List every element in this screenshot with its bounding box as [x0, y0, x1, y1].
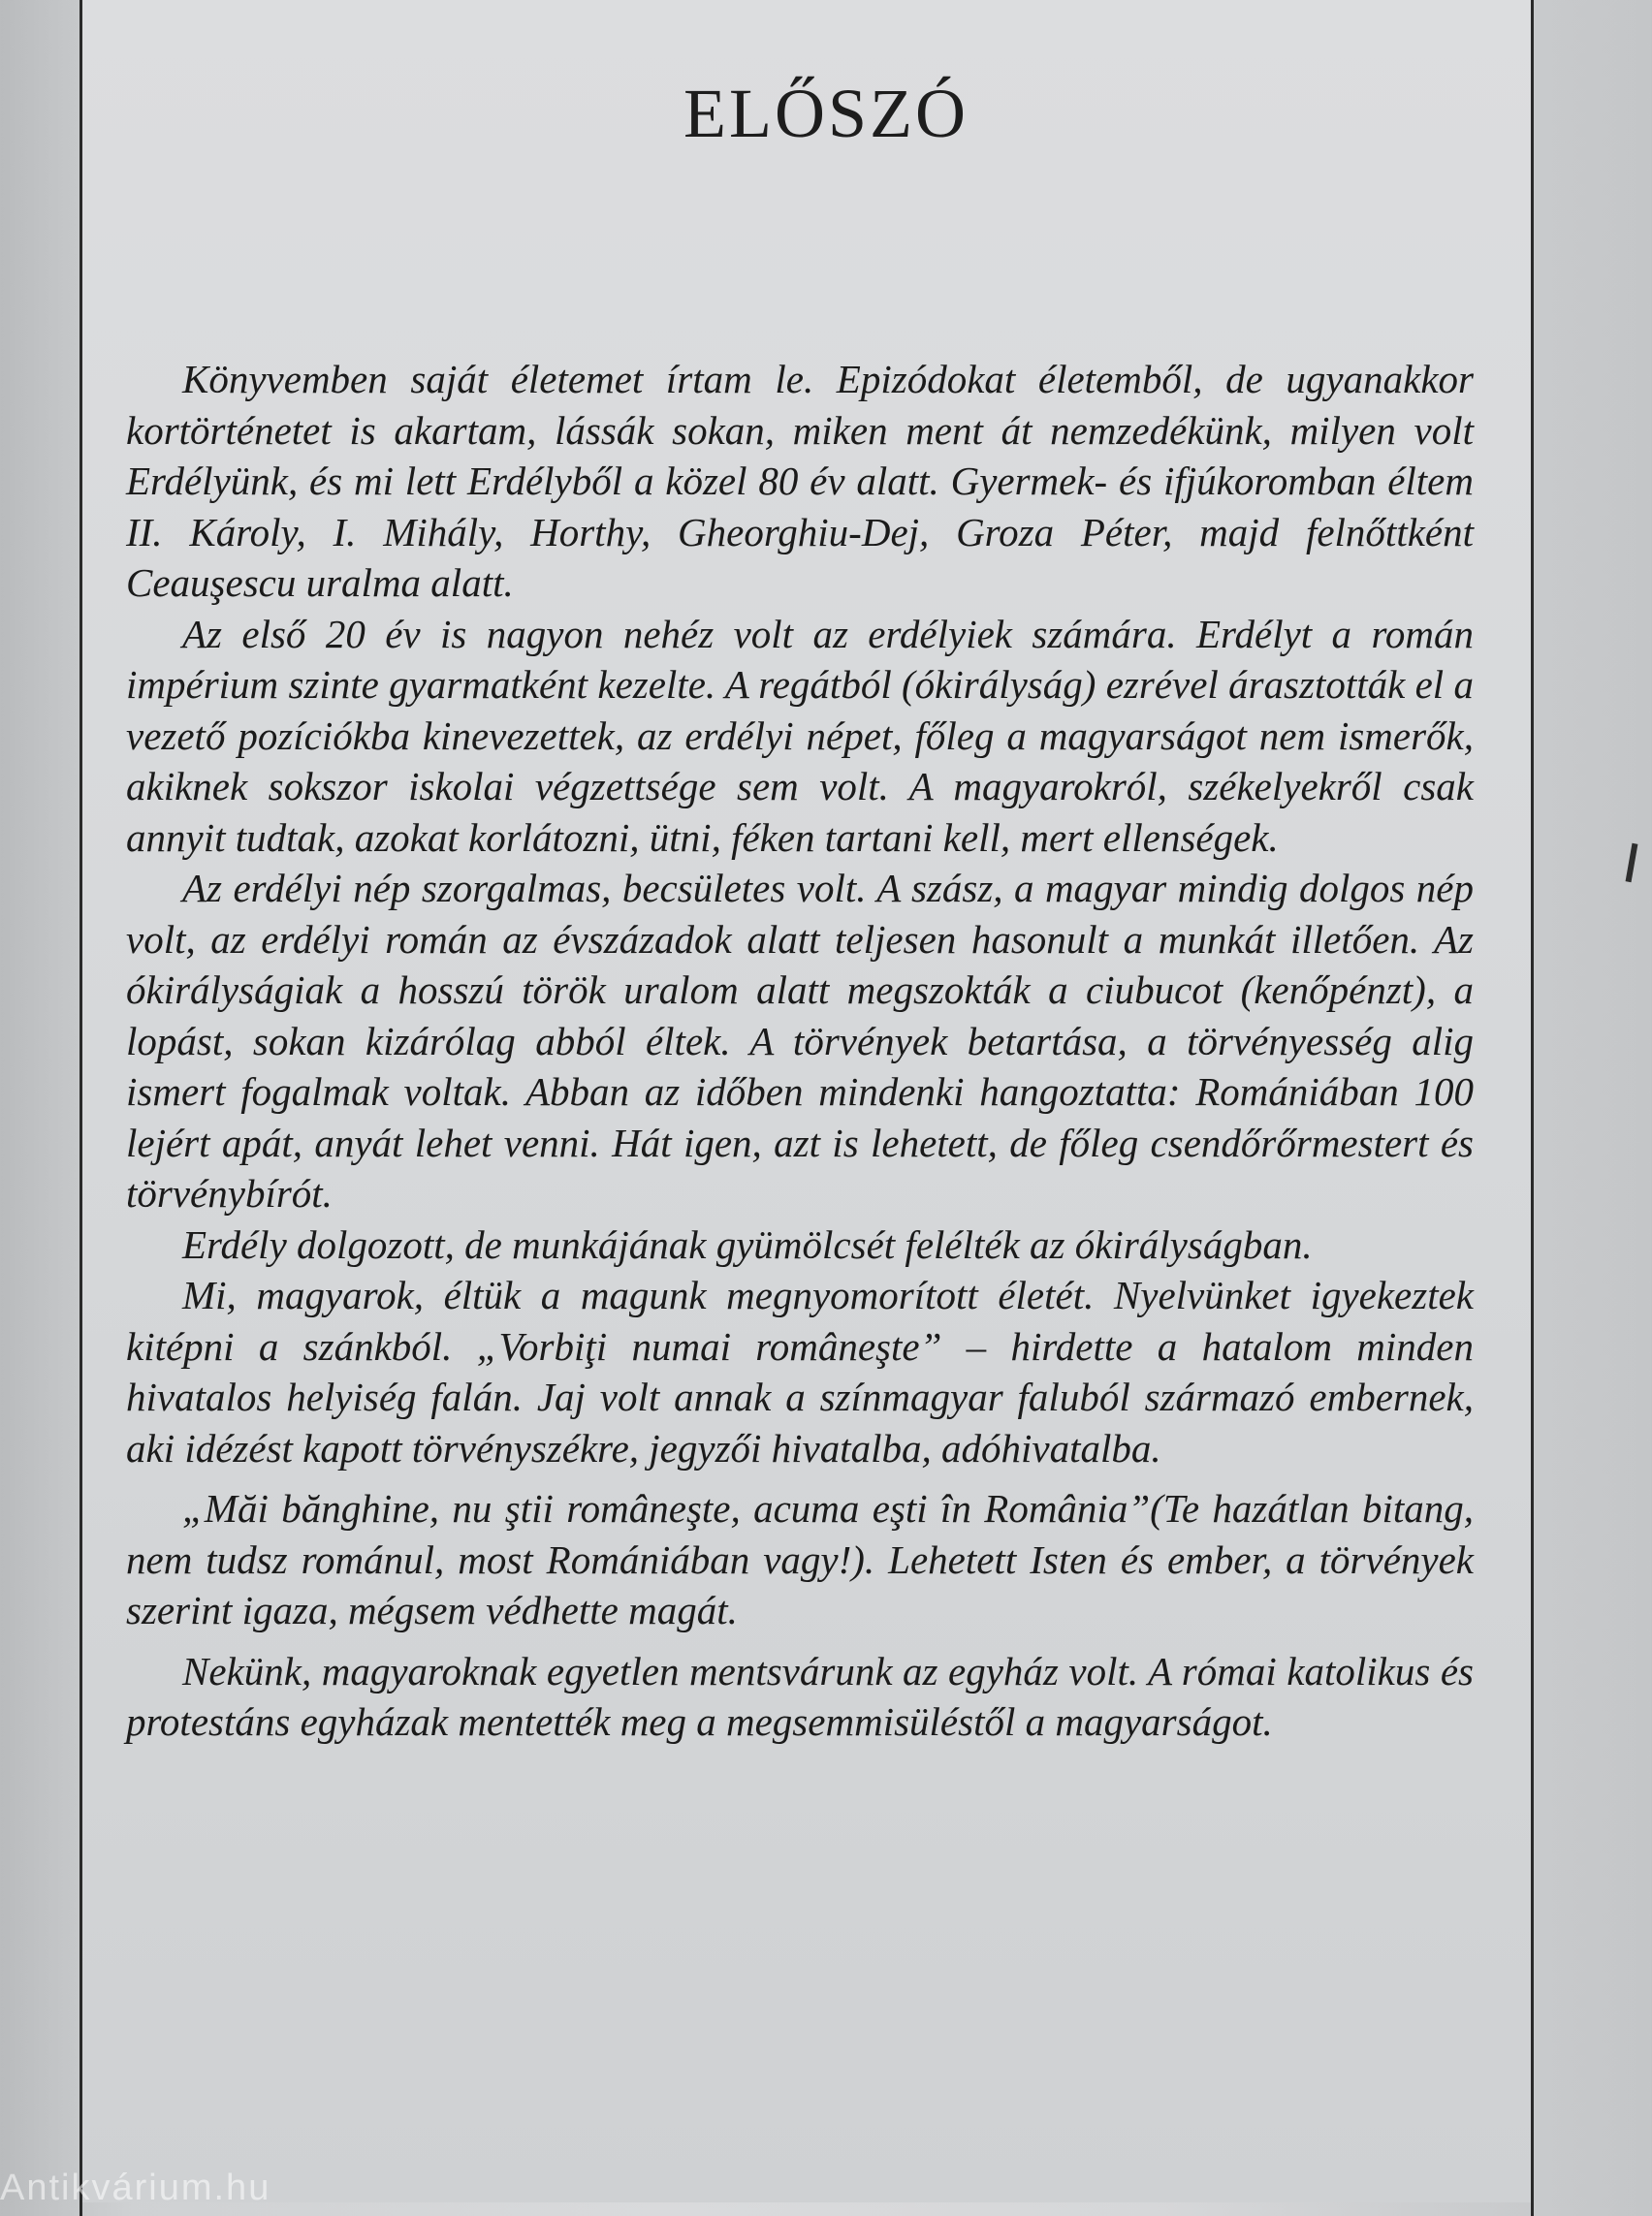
- paragraph-3: Az erdélyi nép szorgalmas, becsületes volt. A szász, a magyar mindig dolgos nép volt, az erdélyi román az évszázadok alatt teljesen hasonult a munkát illetően. Az ókirályságiak a hosszú török uralom alatt megszokták a ciubucot (kenőpénzt), a lopást, sokan kizárólag abból éltek. A törvények betartása, a törvényesség alig ismert fogalmak voltak. Abban az időben mindenki hangoztatta: Romániában 100 lejért apát, anyát lehet venni. Hát igen, azt is lehetett, de főleg csendőrőrmestert és törvénybírót.: [126, 866, 1474, 1216]
- page-title: ELŐSZÓ: [683, 75, 969, 153]
- paragraph-2: Az első 20 év is nagyon nehéz volt az erdélyiek számára. Erdélyt a román impérium szinte gyarmatként kezelte. A regátból (ókirályság) ezrével árasztották el a vezető pozíciókba kinevezettek, az erdélyi népet, főleg a magyarságot nem ismerők, akiknek sokszor iskolai végzettsége sem volt. A magyarokról, székelyekről csak annyit tudtak, azokat korlátozni, ütni, féken tartani kell, mert ellenségek.: [126, 611, 1474, 860]
- paragraph-1: Könyvemben saját életemet írtam le. Epizódokat életemből, de ugyanakkor kortörténetet is akartam, lássák sokan, miken ment át nemzedékünk, milyen volt Erdélyünk, és mi lett Erdélyből a közel 80 év alatt. Gyermek- és ifjúkoromban éltem II. Károly, I. Mihály, Horthy, Gheorghiu-Dej, Groza Péter, majd felnőttként Ceauşescu uralma alatt.: [126, 357, 1474, 605]
- watermark-text: Antikvárium.hu: [0, 2168, 271, 2208]
- paragraph-5: Mi, magyarok, éltük a magunk megnyomorított életét. Nyelvünket igyekeztek kitépni a szánkból. „Vorbiţi numai româneşte” – hirdette a hatalom minden hivatalos helyiség falán. Jaj volt annak a színmagyar faluból származó embernek, aki idézést kapott törvényszékre, jegyzői hivatalba, adóhivatalba.: [126, 1273, 1474, 1471]
- paragraph-4: Erdély dolgozott, de munkájának gyümölcsét felélték az ókirályságban.: [182, 1221, 1313, 1267]
- paragraph-7: Nekünk, magyaroknak egyetlen mentsvárunk az egyház volt. A római katolikus és protestáns egyházak mentették meg a megsemmisüléstől a magyarságot.: [126, 1648, 1474, 1744]
- preface-body: [126, 354, 1474, 1748]
- paragraph-6: „Măi bănghine, nu ştii româneşte, acuma eşti în România”(Te hazátlan bitang, nem tudsz románul, most Romániában vagy!). Lehetett Isten és ember, a törvények szerint igaza, mégsem védhette magát.: [126, 1486, 1474, 1632]
- page-edge-mark: [1626, 843, 1638, 882]
